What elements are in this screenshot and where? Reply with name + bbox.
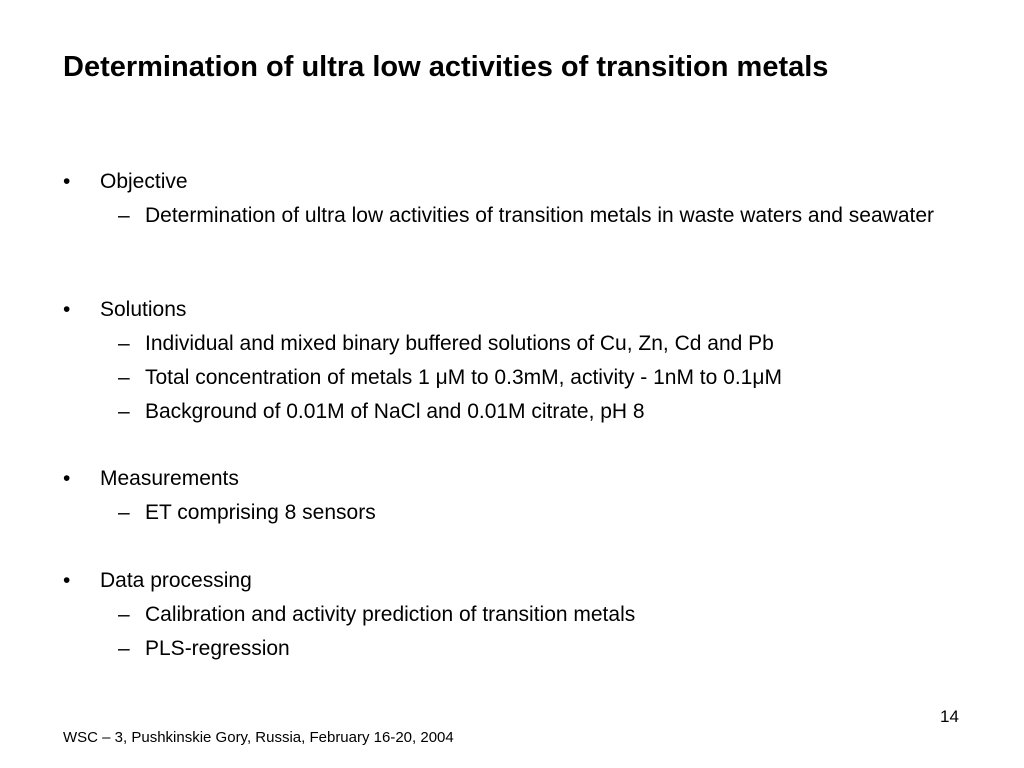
dash-marker: – — [118, 637, 130, 660]
dash-marker: – — [118, 603, 130, 626]
bullet-marker: • — [63, 298, 71, 321]
bullet-marker: • — [63, 569, 71, 592]
sub-item-text: ET comprising 8 sensors — [145, 501, 376, 524]
dash-marker: – — [118, 332, 130, 355]
page-number: 14 — [940, 707, 959, 726]
dash-marker: – — [118, 501, 130, 524]
slide-footer: WSC – 3, Pushkinskie Gory, Russia, February 16-20, 2004 — [63, 729, 454, 746]
sub-item-text: Total concentration of metals 1 μM to 0.3mM, activity - 1nM to 0.1μM — [145, 366, 782, 389]
sub-item-text: Individual and mixed binary buffered solutions of Cu, Zn, Cd and Pb — [145, 332, 774, 355]
sub-item-text: Calibration and activity prediction of transition metals — [145, 603, 636, 626]
dash-marker: – — [118, 400, 130, 423]
bullet-marker: • — [63, 170, 71, 193]
sub-item-text: Background of 0.01M of NaCl and 0.01M citrate, pH 8 — [145, 400, 645, 423]
slide-title: Determination of ultra low activities of transition metals — [63, 51, 829, 83]
bullet-marker: • — [63, 467, 71, 490]
bullet-heading-data-processing: Data processing — [100, 569, 252, 592]
sub-item-text: PLS-regression — [145, 637, 290, 660]
bullet-heading-solutions: Solutions — [100, 298, 187, 321]
sub-item-text: Determination of ultra low activities of transition metals in waste waters and seawater — [145, 204, 935, 227]
bullet-heading-objective: Objective — [100, 170, 188, 193]
dash-marker: – — [118, 204, 130, 227]
bullet-heading-measurements: Measurements — [100, 467, 239, 490]
dash-marker: – — [118, 366, 130, 389]
